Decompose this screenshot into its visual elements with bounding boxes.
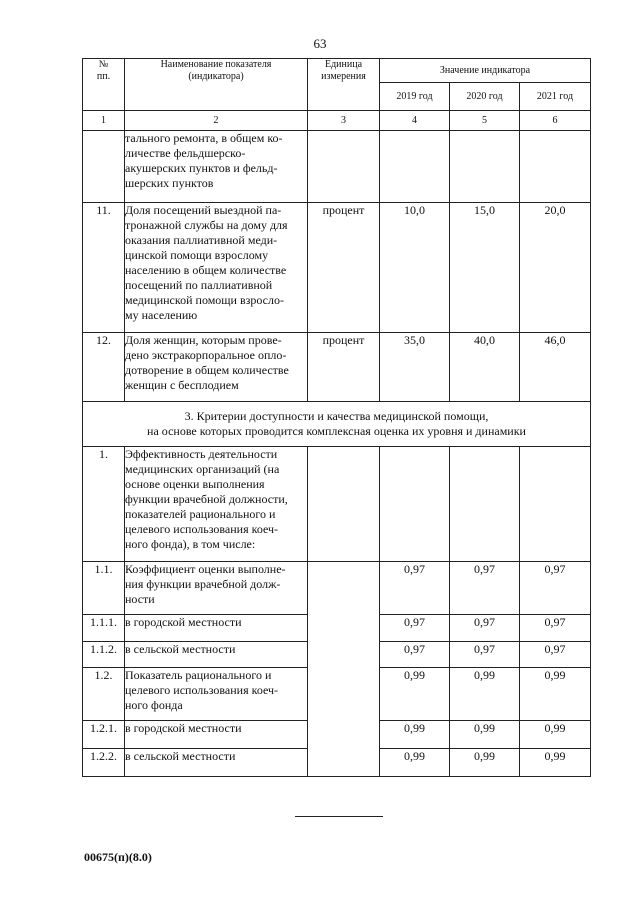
value-2019 (380, 447, 450, 562)
row-number: 1.1.1. (83, 615, 125, 642)
value-2019: 0,99 (380, 668, 450, 721)
header-indicator-name: Наименование показателя (индикатора) (125, 59, 308, 111)
column-number: 1 (83, 111, 125, 131)
column-number: 6 (520, 111, 591, 131)
indicator-name: Коэффициент оценки выполне- ния функции врачебной долж- ности (125, 562, 308, 615)
unit-cell-merged (308, 562, 380, 777)
value-2020: 0,99 (450, 668, 520, 721)
table-row (83, 562, 591, 615)
value-2021: 0,97 (520, 642, 591, 668)
indicator-name: в сельской местности (125, 749, 308, 777)
indicator-name: в городской местности (125, 721, 308, 749)
row-number: 1.2.1. (83, 721, 125, 749)
value-2019: 0,97 (380, 615, 450, 642)
value-2021: 0,99 (520, 749, 591, 777)
value-2020: 0,97 (450, 562, 520, 615)
indicator-name: в сельской местности (125, 642, 308, 668)
indicator-name: в городской местности (125, 615, 308, 642)
table-row (83, 333, 591, 402)
value-2021: 0,99 (520, 721, 591, 749)
header-number: № пп. (83, 59, 125, 111)
value-2019: 0,99 (380, 749, 450, 777)
column-number: 3 (308, 111, 380, 131)
indicators-table (82, 58, 591, 777)
row-number: 1.2.2. (83, 749, 125, 777)
row-number: 1. (83, 447, 125, 562)
column-number: 4 (380, 111, 450, 131)
value-2020 (450, 447, 520, 562)
indicator-name: Доля посещений выездной па- тронажной службы на дому для оказания паллиативной меди- цинской помощи взрослому населению в общем количестве посещений по паллиативной медицинской помощи взросло- му населению (125, 203, 308, 333)
value-2020 (450, 131, 520, 203)
value-2019: 10,0 (380, 203, 450, 333)
value-2020: 0,99 (450, 749, 520, 777)
header-year-2020: 2020 год (450, 83, 520, 111)
section-title: 3. Критерии доступности и качества медицинской помощи, на основе которых проводится комплексная оценка их уровня и динамики (83, 402, 591, 447)
value-2019: 0,97 (380, 562, 450, 615)
row-number: 11. (83, 203, 125, 333)
page-number: 63 (313, 36, 327, 51)
unit-cell (308, 447, 380, 562)
value-2021: 0,99 (520, 668, 591, 721)
value-2020: 0,99 (450, 721, 520, 749)
header-unit: Единица измерения (308, 59, 380, 111)
document-code: 00675(п)(8.0) (84, 850, 152, 864)
header-year-2019: 2019 год (380, 83, 450, 111)
footnote-divider (295, 816, 383, 817)
value-2020: 15,0 (450, 203, 520, 333)
value-2020: 0,97 (450, 642, 520, 668)
value-2021 (520, 447, 591, 562)
column-number: 2 (125, 111, 308, 131)
indicator-name: Доля женщин, которым прове- дено экстракорпоральное опло- дотворение в общем количестве женщин с бесплодием (125, 333, 308, 402)
value-2020: 0,97 (450, 615, 520, 642)
row-number: 1.2. (83, 668, 125, 721)
table-row (83, 131, 591, 203)
row-number: 1.1. (83, 562, 125, 615)
column-number-row (83, 111, 591, 131)
row-number (83, 131, 125, 203)
unit-cell (308, 131, 380, 203)
value-2021: 0,97 (520, 562, 591, 615)
column-number: 5 (450, 111, 520, 131)
header-value-group: Значение индикатора (380, 59, 591, 83)
table-row (83, 203, 591, 333)
value-2021 (520, 131, 591, 203)
unit-cell: процент (308, 333, 380, 402)
value-2020: 40,0 (450, 333, 520, 402)
value-2019: 35,0 (380, 333, 450, 402)
value-2021: 46,0 (520, 333, 591, 402)
section-header-row (83, 402, 591, 447)
indicator-name: тального ремонта, в общем ко- личестве фельдшерско- акушерских пунктов и фельд- шерских пунктов (125, 131, 308, 203)
row-number: 12. (83, 333, 125, 402)
row-number: 1.1.2. (83, 642, 125, 668)
value-2021: 0,97 (520, 615, 591, 642)
indicator-name: Эффективность деятельности медицинских организаций (на основe оценки выполнения функции врачебной должности, показателей рационального и целевого использования коеч- ного фонда), в том числе: (125, 447, 308, 562)
header-year-2021: 2021 год (520, 83, 591, 111)
indicator-name: Показатель рационального и целевого использования коеч- ного фонда (125, 668, 308, 721)
value-2019 (380, 131, 450, 203)
unit-cell: процент (308, 203, 380, 333)
value-2021: 20,0 (520, 203, 591, 333)
table-row (83, 447, 591, 562)
value-2019: 0,99 (380, 721, 450, 749)
value-2019: 0,97 (380, 642, 450, 668)
